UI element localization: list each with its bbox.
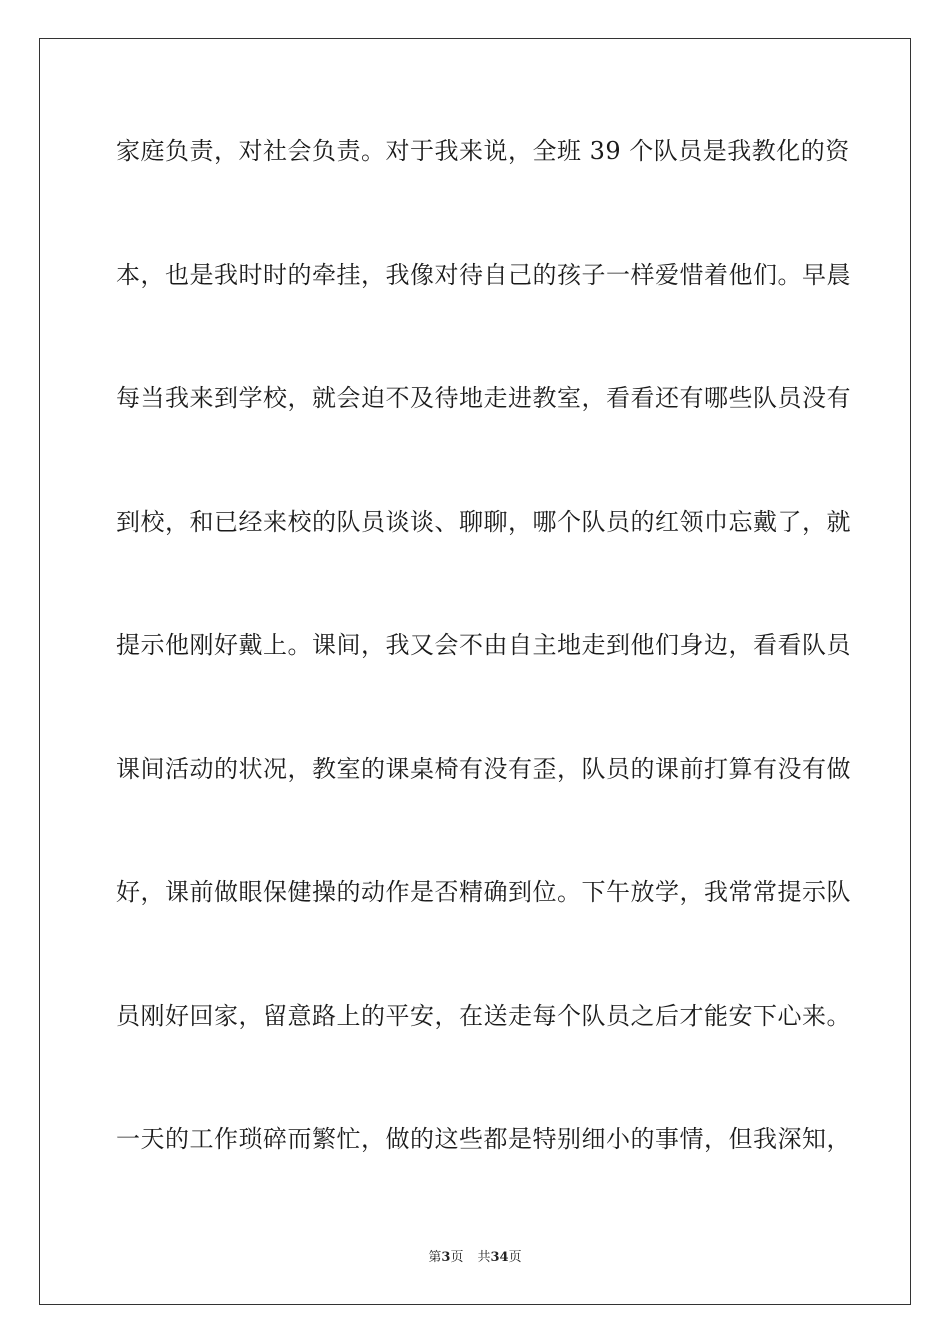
text-line: 到校，和已经来校的队员谈谈、聊聊，哪个队员的红领巾忘戴了，就 xyxy=(116,507,851,536)
current-page-number: 3 xyxy=(441,1250,451,1265)
text-line: 一天的工作琐碎而繁忙，做的这些都是特别细小的事情，但我深知， xyxy=(116,1125,851,1153)
page-footer xyxy=(0,1248,950,1268)
text-line: 好，课前做眼保健操的动作是否精确到位。下午放学，我常常提示队 xyxy=(116,878,851,906)
text-line: 提示他刚好戴上。课间，我又会不由自主地走到他们身边，看看队员 xyxy=(116,631,851,659)
text-line: 家庭负责，对社会负责。对于我来说，全班 39 个队员是我教化的资 xyxy=(116,137,850,165)
text-line: 每当我来到学校，就会迫不及待地走进教室，看看还有哪些队员没有 xyxy=(116,384,851,412)
text-line: 课间活动的状况，教室的课桌椅有没有歪，队员的课前打算有没有做 xyxy=(116,754,851,783)
total-label-suffix: 页 xyxy=(508,1250,522,1265)
total-label-prefix: 共 xyxy=(477,1250,491,1265)
total-pages-number: 34 xyxy=(490,1250,509,1265)
text-line: 员刚好回家，留意路上的平安，在送走每个队员之后才能安下心来。 xyxy=(116,1001,851,1030)
page-label-prefix: 第 xyxy=(428,1250,442,1265)
document-body xyxy=(116,130,851,1242)
page-label-suffix: 页 xyxy=(450,1250,464,1265)
text-line: 本，也是我时时的牵挂，我像对待自己的孩子一样爱惜着他们。早晨 xyxy=(116,260,851,289)
